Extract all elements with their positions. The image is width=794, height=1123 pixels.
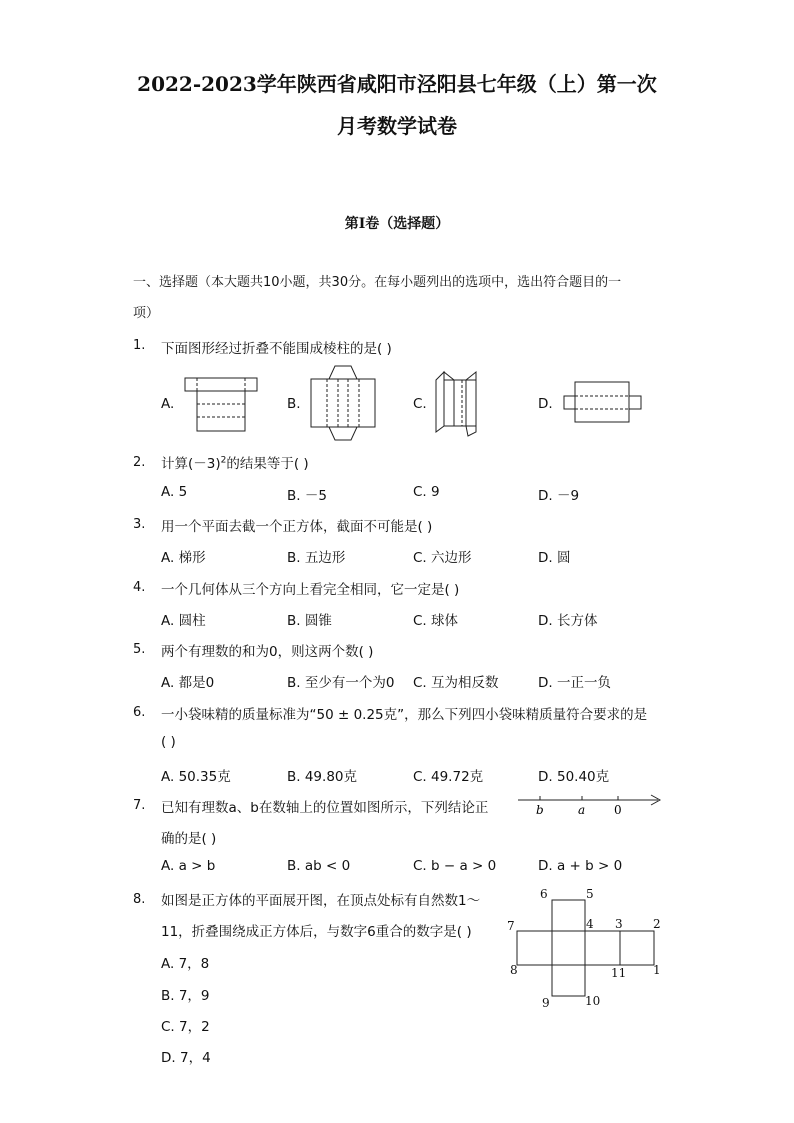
option-a: A. 5 <box>161 484 188 500</box>
option-b: B. 7，9 <box>161 988 210 1004</box>
net-label: 2 <box>653 917 661 931</box>
option-d: D. 50.40克 <box>538 769 610 785</box>
net-label: 7 <box>507 919 515 933</box>
net-label: 10 <box>585 994 601 1008</box>
question-text: 一个几何体从三个方向上看完全相同，它一定是( ) <box>161 582 460 598</box>
label-b: b <box>536 803 544 817</box>
figure-net-d <box>561 379 645 427</box>
option-c: C. 互为相反数 <box>413 675 499 691</box>
label-a: a <box>578 803 586 817</box>
net-label: 1 <box>653 963 661 977</box>
figure-net-a <box>183 374 259 432</box>
option-d: D. a + b > 0 <box>538 858 623 874</box>
page-title-line2: 月考数学试卷 <box>337 114 457 138</box>
question-text: 用一个平面去截一个正方体，截面不可能是( ) <box>161 519 433 535</box>
option-c: C. 球体 <box>413 613 459 629</box>
option-d: D. 一正一负 <box>538 675 611 691</box>
option-a: A. <box>161 396 175 412</box>
option-d: D. －9 <box>538 488 580 504</box>
label-zero: 0 <box>614 803 622 817</box>
section-heading-line1: 一、选择题（本大题共10小题，共30分。在每小题列出的选项中，选出符合题目的一 <box>133 275 622 290</box>
figure-net-b <box>308 361 378 445</box>
option-a: A. 圆柱 <box>161 613 206 629</box>
option-b: B. －5 <box>287 488 327 504</box>
net-label: 8 <box>510 963 518 977</box>
question-number: 3. <box>133 517 146 532</box>
option-c: C. 六边形 <box>413 550 472 566</box>
question-number: 5. <box>133 642 146 657</box>
option-c: C. 9 <box>413 484 440 500</box>
option-d: D. 7，4 <box>161 1050 211 1066</box>
option-c: C. <box>413 396 427 412</box>
section-heading-line2: 项） <box>133 306 160 321</box>
question-number: 7. <box>133 798 146 813</box>
net-label: 11 <box>611 966 627 980</box>
option-c: C. b − a > 0 <box>413 858 497 874</box>
option-d: D. 长方体 <box>538 613 598 629</box>
volume-heading: 第I卷（选择题） <box>344 216 450 232</box>
figure-net-c <box>432 370 482 438</box>
page-title-line1: 2022-2023学年陕西省咸阳市泾阳县七年级（上）第一次 <box>137 72 657 96</box>
cube-net-figure <box>506 884 670 1012</box>
question-text: 计算$(-3)^2$的结果等于( ) <box>161 455 309 472</box>
option-b: B. 49.80克 <box>287 769 357 785</box>
net-label: 3 <box>615 917 623 931</box>
question-text: 一小袋味精的质量标准为“50 ± 0.25克”，那么下列四小袋味精质量符合要求的是 <box>161 707 648 723</box>
question-number: 2. <box>133 455 146 470</box>
question-number: 8. <box>133 892 146 907</box>
option-a: A. 50.35克 <box>161 769 231 785</box>
option-a: A. 都是0 <box>161 675 215 691</box>
option-c: C. 49.72克 <box>413 769 484 785</box>
option-b: B. 圆锥 <box>287 613 332 629</box>
option-c: C. 7，2 <box>161 1019 210 1035</box>
question-text-cont: 11，折叠围绕成正方体后，与数字6重合的数字是( ) <box>161 924 472 940</box>
question-text: 已知有理数a、b在数轴上的位置如图所示，下列结论正 <box>161 800 489 816</box>
option-a: A. a > b <box>161 858 216 874</box>
option-a: A. 梯形 <box>161 550 206 566</box>
net-label: 4 <box>586 917 594 931</box>
question-number: 4. <box>133 580 146 595</box>
net-label: 5 <box>586 887 594 901</box>
option-d: D. <box>538 396 553 412</box>
option-b: B. ab < 0 <box>287 858 351 874</box>
option-b: B. <box>287 396 301 412</box>
net-label: 6 <box>540 887 548 901</box>
question-text: 如图是正方体的平面展开图，在顶点处标有自然数1～ <box>161 893 481 909</box>
question-text-cont: ( ) <box>161 734 176 750</box>
question-number: 1. <box>133 338 146 353</box>
question-text: 两个有理数的和为0，则这两个数( ) <box>161 644 374 660</box>
net-label: 9 <box>542 996 550 1010</box>
option-d: D. 圆 <box>538 550 571 566</box>
option-b: B. 至少有一个为0 <box>287 675 395 691</box>
option-a: A. 7，8 <box>161 956 210 972</box>
question-text: 下面图形经过折叠不能围成棱柱的是( ) <box>161 341 392 357</box>
question-number: 6. <box>133 705 146 720</box>
option-b: B. 五边形 <box>287 550 346 566</box>
question-text-cont: 确的是( ) <box>161 831 217 847</box>
number-line-figure <box>514 790 664 820</box>
